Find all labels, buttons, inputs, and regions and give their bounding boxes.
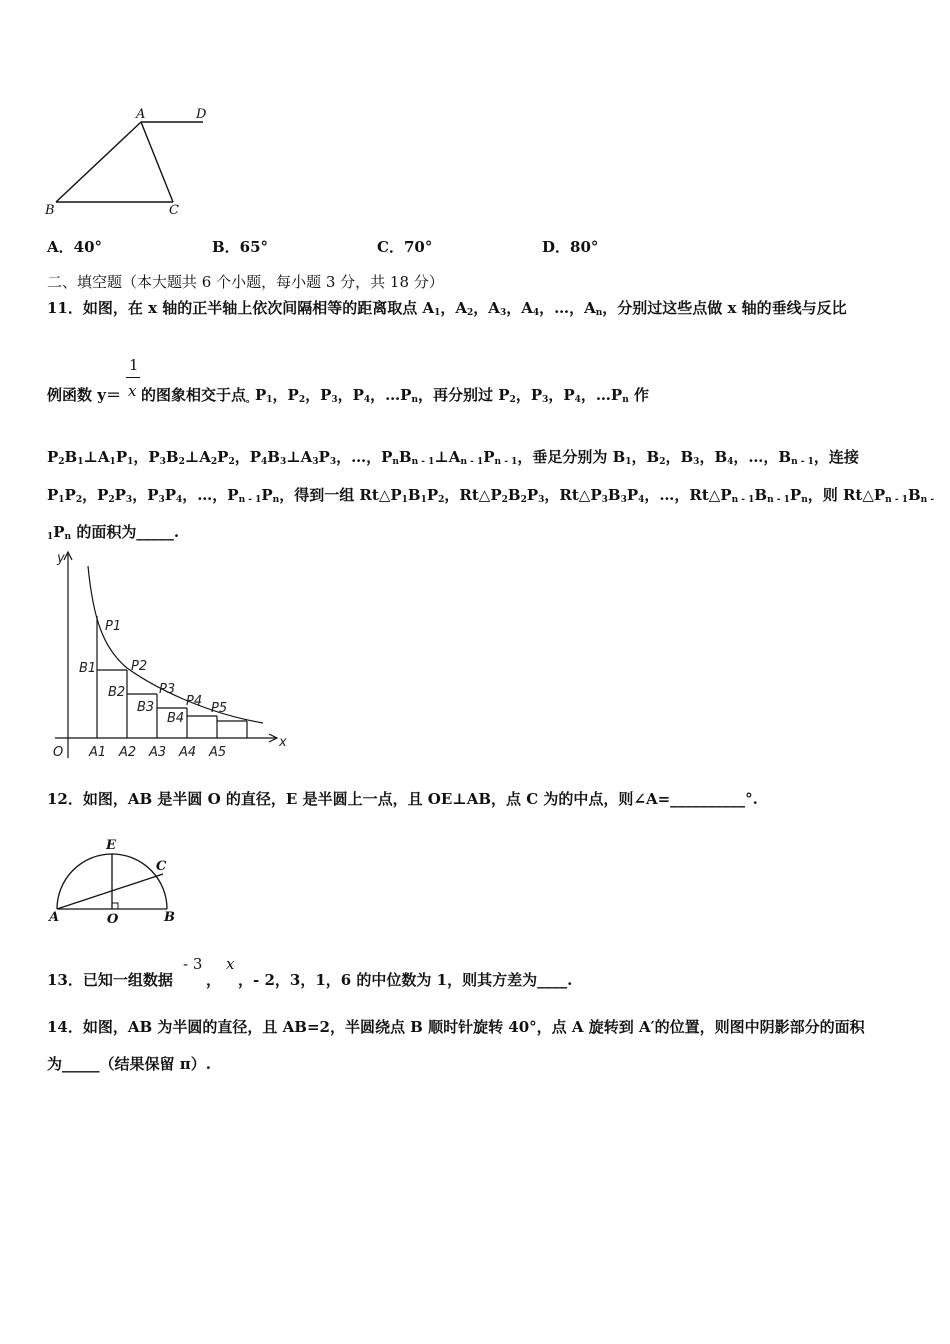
label-a: A xyxy=(136,107,146,122)
graph-x-label: x xyxy=(279,735,287,750)
graph-origin-label: O xyxy=(53,745,64,760)
label-c: C xyxy=(169,203,179,218)
q14-line2: 为_____（结果保留 π）. xyxy=(47,1055,211,1073)
graph-p2-label: P2 xyxy=(131,659,148,674)
q11-line3: $P_2B_1\perp A_1P_1$，$P_3B_2\perp A_2P_2$，$P_4B_3\perp A_3P_3$，…，$P_nB_{n - 1}\perp A_{n - 1}P_{n - 1}$，垂足分别为 $B_1$，$B_2$，$B_3$，$B_4$，…，$B_{n - 1}$，连接 xyxy=(47,448,859,467)
q13-val1: - 3 xyxy=(183,955,203,973)
q14-line1: 14．如图，AB 为半圆的直径，且 AB=2，半圆绕点 B 顺时针旋转 40°，点 A 旋转到 A′的位置，则图中阴影部分的面积 xyxy=(47,1018,865,1036)
q12-label-a: A xyxy=(49,910,60,925)
q11-line1: 11．如图，在 x 轴的正半轴上依次间隔相等的距离取点 $A_1$，$A_2$，$A_3$，$A_4$，…，$A_n$，分别过这些点做 x 轴的垂线与反比 xyxy=(47,299,847,318)
q12-label-c: C xyxy=(156,859,167,874)
q11-line2-suffix: 的图象相交于点 xyxy=(140,386,246,404)
q11-line5: $_1P_n$ 的面积为_____. xyxy=(47,523,180,542)
graph-a3-label: A3 xyxy=(149,745,167,760)
q12-label-e: E xyxy=(106,838,116,853)
q13-prefix: 13．已知一组数据 xyxy=(47,971,173,989)
label-b: B xyxy=(45,203,55,218)
q11-line2-prefix: 例函数 y＝ xyxy=(47,386,121,404)
graph-p4-label: P4 xyxy=(186,694,203,709)
graph-a2-label: A2 xyxy=(119,745,137,760)
choice-a: A．40° xyxy=(47,238,103,256)
triangle-figure xyxy=(40,100,220,222)
graph-a4-label: A4 xyxy=(179,745,197,760)
graph-p1-label: P1 xyxy=(105,619,122,634)
q11-frac-den: x xyxy=(128,382,137,400)
choice-c: C．70° xyxy=(377,238,433,256)
q11-line2-tail: 再分别过 xyxy=(433,386,494,404)
q12-label-o: O xyxy=(107,912,119,927)
q12-label-b: B xyxy=(164,910,175,925)
q13-suffix: ，- 2，3，1，6 的中位数为 1，则其方差为____. xyxy=(238,971,573,989)
q11-line4: $P_1P_2$，$P_2P_3$，$P_3P_4$，…，$P_{n - 1}P_n$，得到一组 $Rt\triangle P_1B_1P_2$，$Rt\triangle P_2B_2P_3$，$Rt\triangle P_3B_3P_4$，…，$Rt\triangle P_{n - 1}B_{n - 1}P_n$，则 $Rt\triangle P_{n - 1}B_{n -}$ xyxy=(47,486,935,505)
choice-b: B．65° xyxy=(212,238,269,256)
q11-blank: _____ xyxy=(136,523,174,541)
graph-b1-label: B1 xyxy=(79,661,97,676)
q11-frac-num: 1 xyxy=(129,356,139,374)
graph-a1-label: A1 xyxy=(89,745,107,760)
q12-text: 12．如图，AB 是半圆 O 的直径，E 是半圆上一点，且 OE⊥AB，点 C 为的中点，则∠A=__________°. xyxy=(47,790,758,808)
q11-line1-text: 11．如图，在 x 轴的正半轴上依次间隔相等的距离取点 A xyxy=(47,299,435,317)
q12-semicircle-figure xyxy=(45,832,185,927)
graph-p5-label: P5 xyxy=(211,701,228,716)
q13-val2: x xyxy=(226,955,235,973)
graph-b2-label: B2 xyxy=(108,685,126,700)
q13-comma1: ， xyxy=(206,971,222,989)
graph-a5-label: A5 xyxy=(209,745,227,760)
graph-b4-label: B4 xyxy=(167,711,185,726)
q13-line xyxy=(47,969,173,990)
graph-p3-label: P3 xyxy=(159,682,176,697)
choice-d: D．80° xyxy=(542,238,599,256)
section-header: 二、填空题（本大题共 6 个小题，每小题 3 分，共 18 分） xyxy=(47,273,444,291)
q11-line2: 例函数 y＝ 的图象相交于点$_。P_1$，$P_2$，$P_3$，$P_4$，$\dots P_n$，再分别过 $P_2$，$P_3$，$P_4$，$\dots P_n$ 作 xyxy=(47,386,649,405)
graph-y-label: y xyxy=(57,551,65,566)
q11-frac-bar xyxy=(126,377,140,378)
label-d: D xyxy=(196,107,207,122)
q11-graph xyxy=(45,548,290,773)
graph-b3-label: B3 xyxy=(137,700,155,715)
